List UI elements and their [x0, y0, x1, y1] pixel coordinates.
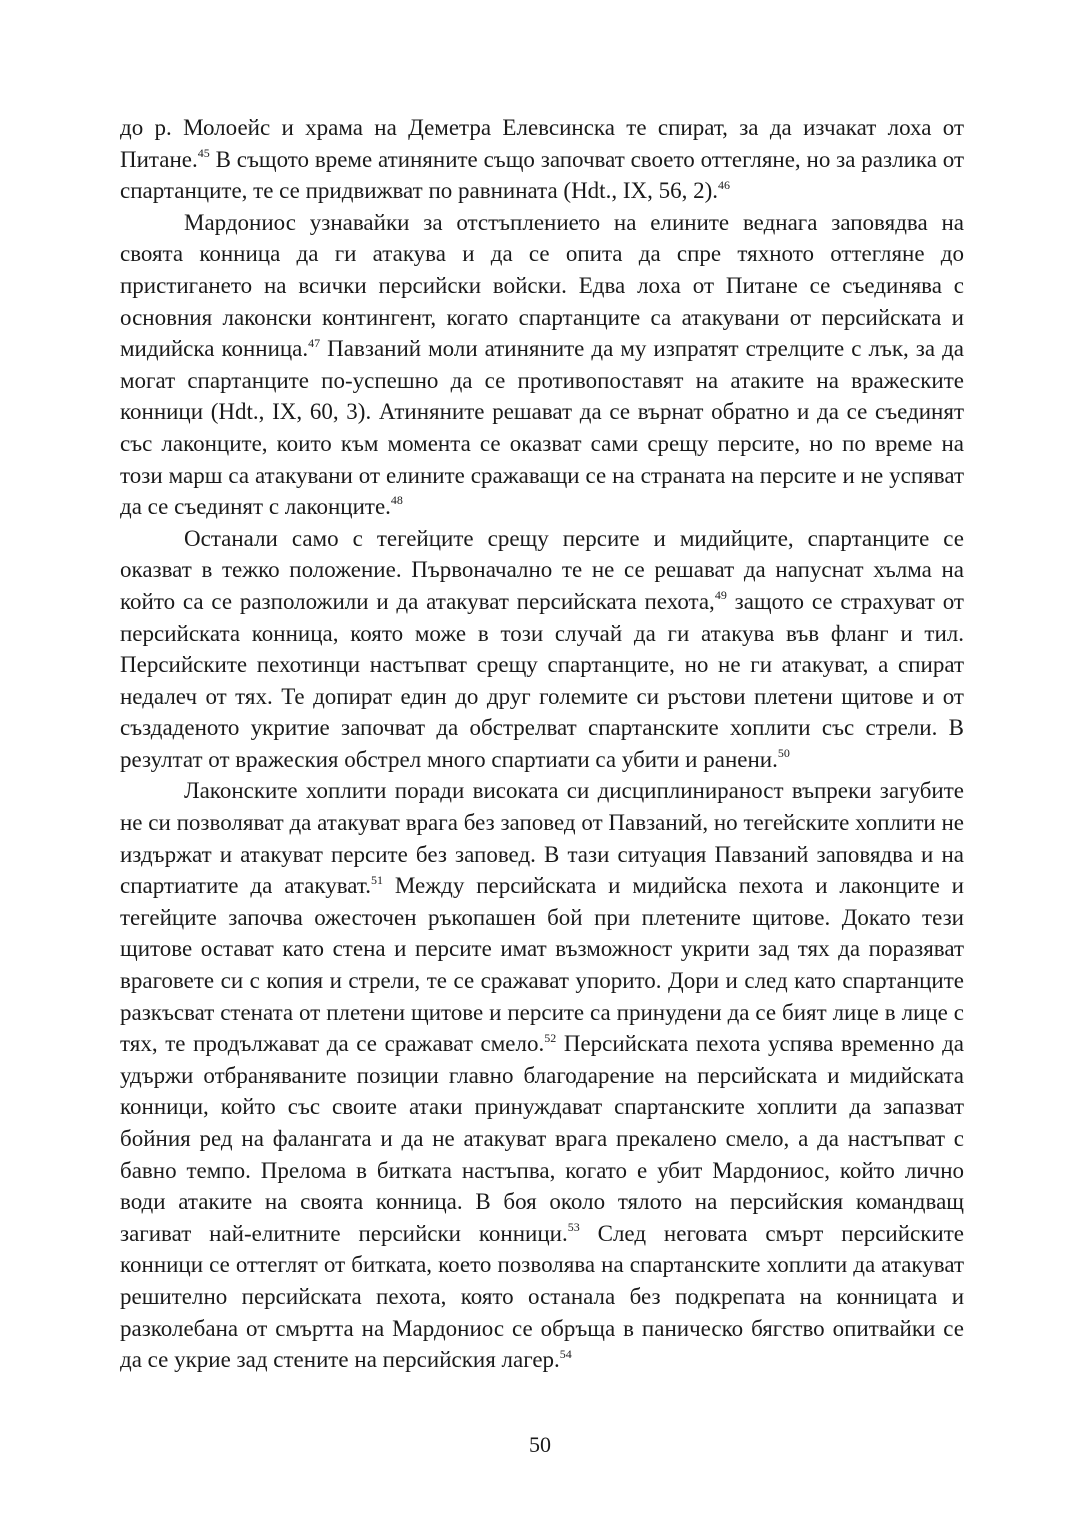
paragraph-text: В същото време атиняните също започват своето оттегляне, но за разлика от спартанците, те се придвижват по равнината (Hdt., IX, 56, 2).: [120, 146, 964, 204]
paragraph-2: [120, 207, 964, 523]
footnote-ref-49: 49: [714, 588, 727, 603]
paragraph-text: Между персийската и мидийска пехота и лаконците и тегейците започва ожесточен ръкопашен бой при плетените щитове. Докато тези щитове остават като стена и персите имат възможност укрити зад тях да поразяват враговете си с копия и стрели, те се сражават упорито. Дори и след като спартанците разкъсват стената от плетени щитове и персите са принудени да се бият лице в лице с тях, те продължават да се сражават смело.: [120, 873, 964, 1057]
paragraph-text: След неговата смърт персийските конници се оттеглят от битката, което позволява на спартанските хоплити да атакуват решително персийската пехота, която останала без подкрепата на конницата и разколебана от смъртта на Мардониос се обръща в паническо бягство опитвайки се да се укрие зад стените на персийския лагер.: [120, 1220, 965, 1373]
footnote-ref-54: 54: [559, 1346, 572, 1361]
paragraph-text: защото се страхуват от персийската конница, която може в този случай да ги атакува във фланг и тил. Персийските пехотинци настъпват срещу спартанците, но не ги атакуват, а спират недалеч от тях. Те допират един до друг големите си ръстови плетени щитове и от създаденото укритие започват да обстрелват спартанските хоплити със стрели. В резултат от вражеския обстрел много спартиати са убити и ранени.: [120, 588, 964, 772]
footnote-ref-51: 51: [370, 872, 383, 887]
paragraph-3: [120, 523, 964, 776]
footnote-ref-47: 47: [308, 335, 321, 350]
footnote-ref-48: 48: [390, 493, 403, 508]
footnote-ref-52: 52: [544, 1030, 557, 1045]
paragraph-text: Мардониос узнавайки за отстъплението на елините веднага заповядва на своята конница да ги атакува и да се опита да спре тяхното оттегляне до пристигането на всички персийски войски. Едва лоха от Питане се съединява с основния лаконски контингент, когато спартанците са атакувани от персийската и мидийска конница.: [120, 209, 964, 362]
footnote-ref-45: 45: [197, 145, 210, 160]
footnote-ref-46: 46: [718, 177, 730, 192]
page-number: 50: [529, 1432, 551, 1457]
paragraph-text: Персийската пехота успява временно да удържи отбраняваните позиции главно благодарение на персийската и мидийската конници, който със своите атаки принуждават спартанските хоплити да запазват бойния ред на фалангата и да не атакуват врага прекалено смело, а да настъпват с бавно темпо. Прелома в битката настъпва, когато е убит Мардониос, който лично води атаките на своята конница. В боя около тялото на персийския командващ загиват най-елитните персийски конници.: [120, 1031, 965, 1246]
footnote-ref-50: 50: [777, 746, 790, 761]
footnote-ref-53: 53: [567, 1220, 580, 1235]
paragraph-4: [120, 775, 964, 1375]
paragraph-text: Останали само с тегейците срещу персите и мидийците, спартанците се оказват в тежко положение. Първоначално те не се решават да напуснат хълма на който са се разположили и да атакуват персийската пехота,: [120, 525, 964, 614]
paragraph-text: Павзаний моли атиняните да му изпратят стрелците с лък, за да могат спартанците по-успешно да се противопоставят на атаките на вражеските конници (Hdt., IX, 60, 3). Атиняните решават да се върнат обратно и да се съединят със лаконците, които към момента се оказват сами срещу персите, но по време на този марш са атакувани от елините сражаващи се на страната на персите и не успяват да се съединят с лаконците.: [120, 336, 965, 520]
paragraph-text: Лаконските хоплити поради високата си дисциплинираност въпреки загубите не си позволяват да атакуват врага без заповед от Павзаний, но тегейските хоплити не издържат и атакуват персите без заповед. В тази ситуация Павзаний заповядва и на спартиатите да атакуват.: [120, 778, 964, 899]
paragraph-text: до р. Молоейс и храма на Деметра Елевсинска те спират, за да изчакат лоха от Питане.: [120, 115, 964, 172]
document-body: [120, 112, 964, 1376]
paragraph-1: [120, 112, 964, 207]
